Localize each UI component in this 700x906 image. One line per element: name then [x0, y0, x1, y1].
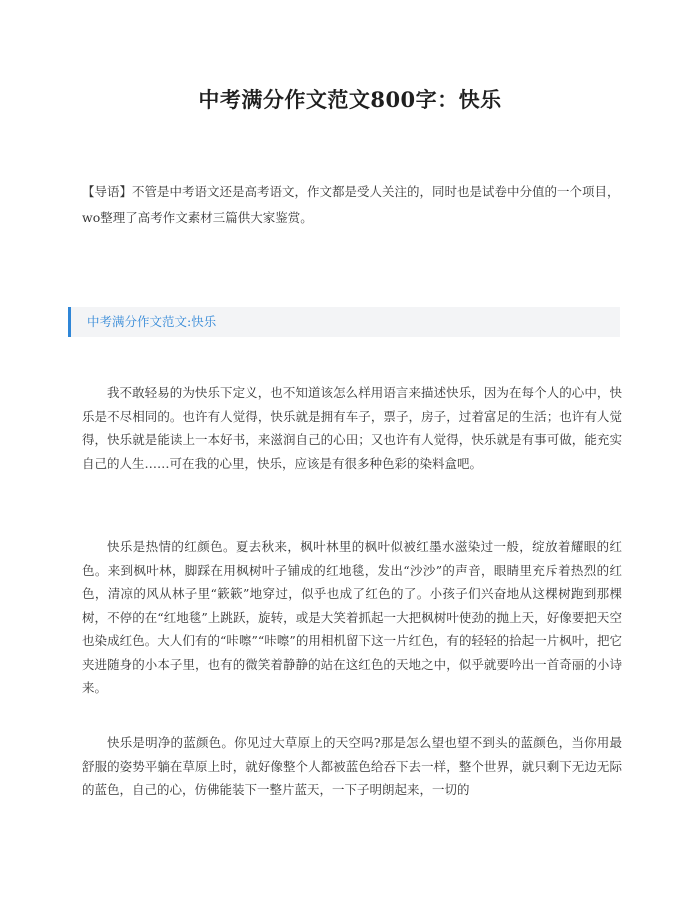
intro-paragraph: 【导语】不管是中考语文还是高考语文，作文都是受人关注的，同时也是试卷中分值的一个项目，wo整理了高考作文素材三篇供大家鉴赏。 [82, 184, 620, 225]
section-title: 中考满分作文范文:快乐 [87, 314, 217, 329]
body-paragraph: 快乐是热情的红颜色。夏去秋来，枫叶林里的枫叶似被红墨水滋染过一般，绽放着耀眼的红色。来到枫叶林，脚踩在用枫树叶子铺成的红地毯，发出“沙沙”的声音，眼睛里充斥着热烈的红色，清凉的风从林子里“簌簌”地穿过，似乎也成了红色的了。小孩子们兴奋地从这棵树跑到那棵树，不停的在“红地毯”上跳跃，旋转，或是大笑着抓起一大把枫树叶使劲的抛上天，好像要把天空也染成红色。大人们有的“咔嚓”“咔嚓”的用相机留下这一片红色，有的轻轻的拾起一片枫叶，把它夹进随身的小本子里，也有的微笑着静静的站在这红色的天地之中，似乎就要吟出一首奇丽的小诗来。 [82, 539, 622, 695]
body-paragraph: 快乐是明净的蓝颜色。你见过大草原上的天空吗?那是怎么望也望不到头的蓝颜色，当你用最舒服的姿势平躺在草原上时，就好像整个人都被蓝色给吞下去一样，整个世界，就只剩下无边无际的蓝色，自己的心，仿佛能装下一整片蓝天，一下子明朗起来，一切的 [82, 735, 622, 797]
section-header [68, 307, 620, 337]
body-paragraph: 我不敢轻易的为快乐下定义，也不知道该怎么样用语言来描述快乐，因为在每个人的心中，快乐是不尽相同的。也许有人觉得，快乐就是拥有车子，票子，房子，过着富足的生活；也许有人觉得，快乐就是能读上一本好书，来滋润自己的心田；又也许有人觉得，快乐就是有事可做，能充实自己的人生……可在我的心里，快乐，应该是有很多种色彩的染料盒吧。 [82, 385, 622, 471]
page-title: 中考满分作文范文800字：快乐 [198, 87, 502, 112]
